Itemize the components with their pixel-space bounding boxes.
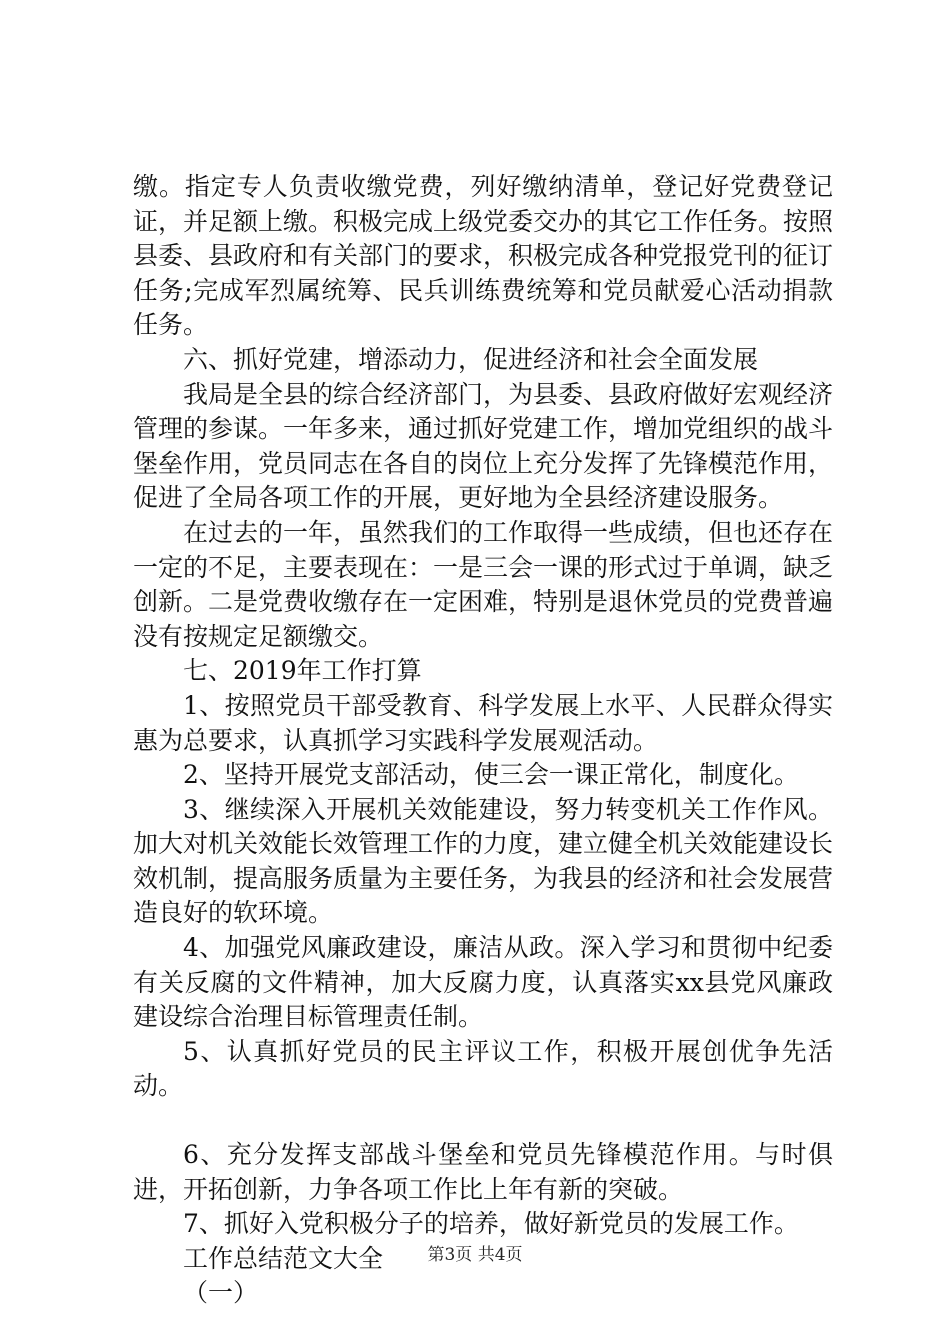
section-heading-seven: 七、2019年工作打算 [183,656,422,686]
plan-item-1: 1、按照党员干部受教育、科学发展上水平、人民群众得实惠为总要求，认真抓学习实践科学发展观活动。 [133,690,833,755]
paragraph-continuation: 缴。指定专人负责收缴党费，列好缴纳清单，登记好党费登记证，并足额上缴。积极完成上级党委交办的其它工作任务。按照县委、县政府和有关部门的要求，积极完成各种党报党刊的征订任务;完成军烈属统筹、民兵训练费统筹和党员献爱心活动捐款任务。 [133,172,834,340]
plan-item-2: 2、坚持开展党支部活动，使三会一课正常化，制度化。 [183,760,799,790]
paragraph-shortcomings: 在过去的一年，虽然我们的工作取得一些成绩，但也还存在一定的不足，主要表现在：一是三会一课的形式过于单调，缺乏创新。二是党费收缴存在一定困难，特别是退休党员的党费普遍没有按规定足额缴交。 [133,517,834,651]
plan-item-7: 7、抓好入党积极分子的培养，做好新党员的发展工作。 [183,1209,799,1239]
plan-item-3: 3、继续深入开展机关效能建设，努力转变机关工作作风。加大对机关效能长效管理工作的力度，建立健全机关效能建设长效机制，提高服务质量为主要任务，为我县的经济和社会发展营造良好的软环境。 [133,794,834,928]
paragraph-bureau-role: 我局是全县的综合经济部门，为县委、县政府做好宏观经济管理的参谋。一年多来，通过抓好党建工作，增加党组织的战斗堡垒作用，党员同志在各自的岗位上充分发挥了先锋模范作用，促进了全局各项工作的开展，更好地为全县经济建设服务。 [133,379,834,513]
next-title: 工作总结范文大全 [183,1243,384,1273]
plan-item-5: 5、认真抓好党员的民主评议工作，积极开展创优争先活动。 [133,1036,833,1101]
page-number-footer: 第3页 共4页 [427,1245,523,1265]
next-subtitle: （一） [183,1278,259,1308]
plan-item-6: 6、充分发挥支部战斗堡垒和党员先锋模范作用。与时俱进，开拓创新，力争各项工作比上年有新的突破。 [133,1140,833,1204]
plan-item-4: 4、加强党风廉政建设，廉洁从政。深入学习和贯彻中纪委有关反腐的文件精神，加大反腐力度，认真落实xx县党风廉政建设综合治理目标管理责任制。 [133,933,833,1032]
section-heading-six: 六、抓好党建，增添动力，促进经济和社会全面发展 [183,344,759,374]
document-body [133,170,833,1311]
